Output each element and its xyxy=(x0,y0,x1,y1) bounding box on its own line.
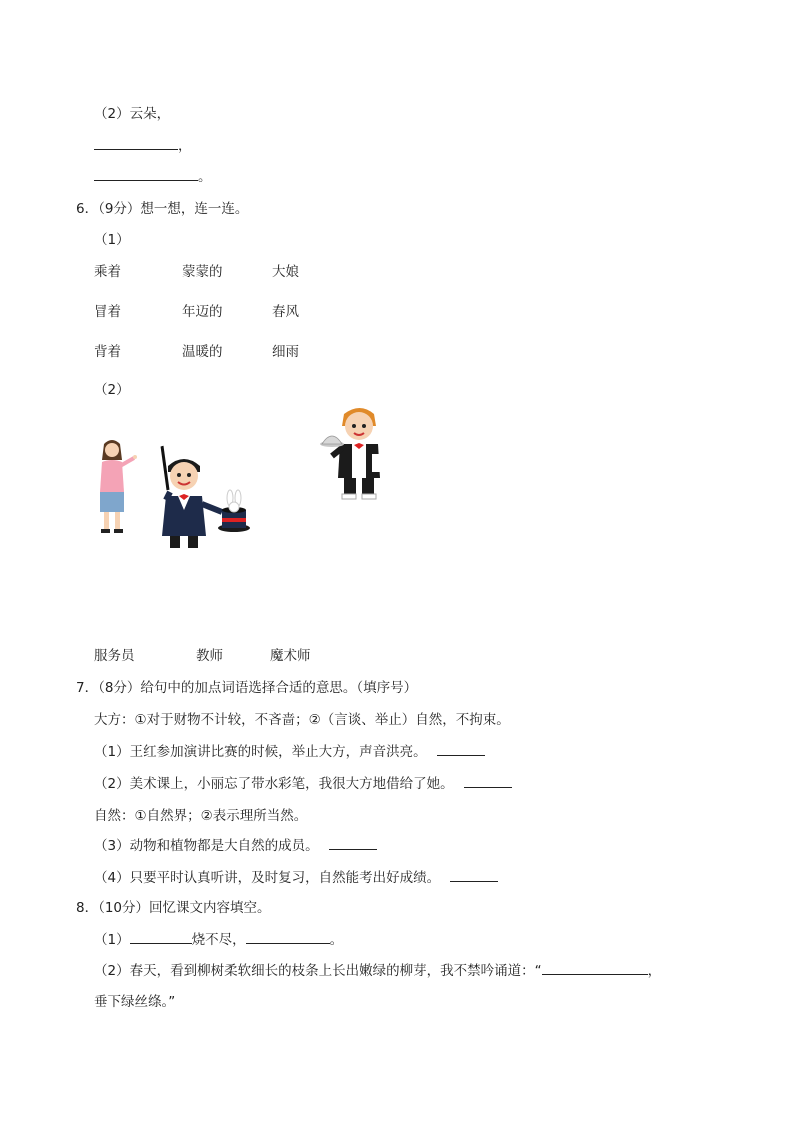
q6-col3-item[interactable]: 细雨 xyxy=(272,344,299,360)
q7-sentence-4: （4）只要平时认真听讲，及时复习，自然能考出好成绩。 xyxy=(94,866,498,886)
q8-part2: （2）春天，看到柳树柔软细长的枝条上长出嫩绿的柳芽，我不禁吟诵道：“ ， xyxy=(94,959,661,979)
q6-role-label[interactable]: 魔术师 xyxy=(270,648,311,664)
q8-part1: （1） 烧不尽， 。 xyxy=(94,928,343,948)
q7-sentence-1: （1）王红参加演讲比赛的时候，举止大方，声音洪亮。 xyxy=(94,740,485,760)
answer-blank[interactable] xyxy=(94,166,198,181)
answer-blank[interactable] xyxy=(130,929,192,944)
answer-blank[interactable] xyxy=(437,741,485,756)
q6-role-label[interactable]: 服务员 xyxy=(94,648,135,664)
q6-col2-item[interactable]: 蒙蒙的 xyxy=(182,264,223,280)
q7-definition-dafang: 大方：①对于财物不计较，不吝啬；②（言谈、举止）自然，不拘束。 xyxy=(94,712,510,728)
answer-blank[interactable] xyxy=(94,135,178,150)
q6-role-label[interactable]: 教师 xyxy=(196,648,223,664)
q6-col3-item[interactable]: 春风 xyxy=(272,304,299,320)
q6-col1-item[interactable]: 冒着 xyxy=(94,304,121,320)
answer-blank[interactable] xyxy=(450,867,498,882)
q5-part2-label: （2）云朵， xyxy=(94,106,171,122)
q7-header: 7．（8分）给句中的加点词语选择合适的意思。（填序号） xyxy=(76,680,418,696)
q5-part2-line2 xyxy=(94,165,212,185)
q6-part2-label: （2） xyxy=(94,382,130,398)
q7-sentence-3: （3）动物和植物都是大自然的成员。 xyxy=(94,834,377,854)
q6-col3-item[interactable]: 大娘 xyxy=(272,264,299,280)
punct: 。 xyxy=(198,169,212,185)
q5-part2-line1 xyxy=(94,134,192,154)
q7-sentence-2: （2）美术课上，小丽忘了带水彩笔，我很大方地借给了她。 xyxy=(94,772,512,792)
q6-col1-item[interactable]: 乘着 xyxy=(94,264,121,280)
q7-definition-ziran: 自然：①自然界；②表示理所当然。 xyxy=(94,808,308,824)
q8-header: 8．（10分）回忆课文内容填空。 xyxy=(76,900,271,916)
q6-col2-item[interactable]: 年迈的 xyxy=(182,304,223,320)
q6-col2-item[interactable]: 温暖的 xyxy=(182,344,223,360)
q8-part2-line2: 垂下绿丝绦。” xyxy=(94,994,176,1010)
q6-col1-item[interactable]: 背着 xyxy=(94,344,121,360)
answer-blank[interactable] xyxy=(329,835,377,850)
answer-blank[interactable] xyxy=(246,929,330,944)
q6-part1-label: （1） xyxy=(94,232,130,248)
waiter-figure[interactable] xyxy=(320,404,392,504)
teacher-figure[interactable] xyxy=(92,436,142,536)
punct: ， xyxy=(178,138,192,154)
answer-blank[interactable] xyxy=(542,960,648,975)
q6-header: 6．（9分）想一想，连一连。 xyxy=(76,201,249,217)
magician-figure[interactable] xyxy=(154,444,254,552)
answer-blank[interactable] xyxy=(464,773,512,788)
